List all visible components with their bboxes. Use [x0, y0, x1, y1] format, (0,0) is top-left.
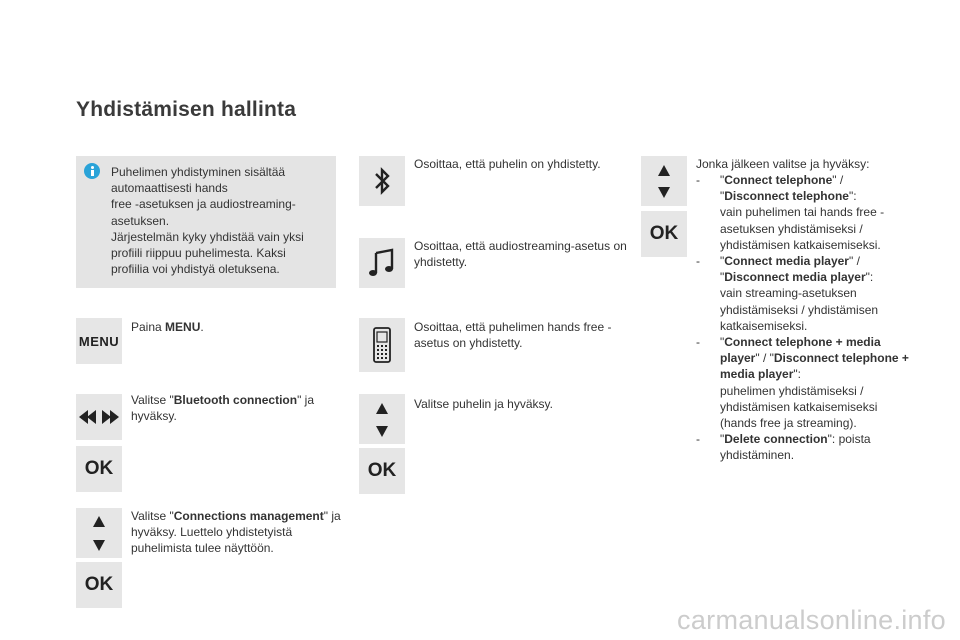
ok-button-3[interactable] [359, 448, 405, 494]
ok-label: OK [649, 223, 679, 244]
step-menu-text: Paina MENU. [131, 320, 204, 334]
phone-indicator [359, 318, 405, 372]
option-delete-connection: - "Delete connection": poista yhdistäminen. [696, 432, 871, 463]
seek-back-forward-icon [76, 394, 122, 440]
step-connections-text: Valitse "Connections management" ja hyväksy. Luettelo yhdistetyistä puhelimista tulee näyttöön. [131, 509, 341, 556]
audio-indicator [359, 238, 405, 288]
select-phone-text: Valitse puhelin ja hyväksy. [414, 397, 553, 411]
step-bluetooth-text: Valitse "Bluetooth connection" ja hyväksy. [131, 393, 314, 424]
up-down-arrows-icon [641, 156, 687, 206]
ok-label: OK [84, 458, 114, 479]
seek-buttons[interactable] [76, 394, 122, 440]
up-down-buttons-2[interactable] [359, 394, 405, 444]
bluetooth-indicator-text: Osoittaa, että puhelin on yhdistetty. [414, 157, 601, 171]
info-box [76, 156, 336, 288]
phone-indicator-text: Osoittaa, että puhelimen hands free -asetus on yhdistetty. [414, 320, 612, 351]
option-connect-telephone-media-player: - "Connect telephone + media player" / "Disconnect telephone + media player": puhelimen yhdistämiseksi / yhdistämisen katkaisemiseksi (hands free ja streaming). [696, 335, 909, 431]
info-text: Puhelimen yhdistyminen sisältää automaattisesti hands free -asetuksen ja audiostreaming- asetuksen. Järjestelmän kyky yhdistää vain yksi profiili riippuu puhelimesta. Kaksi profiilia voi yhdistyä oletuksena. [111, 165, 304, 277]
ok-label: OK [84, 574, 114, 595]
option-connect-telephone: - "Connect telephone" / "Disconnect telephone": vain puhelimen tai hands free -asetuksen yhdistämiseksi / yhdistämisen katkaisemiseksi. [696, 173, 885, 252]
mobile-phone-icon [359, 318, 405, 372]
ok-button-4[interactable] [641, 211, 687, 257]
ok-button-1[interactable] [76, 446, 122, 492]
options-list [696, 172, 911, 464]
menu-button-label: MENU [78, 333, 120, 349]
ok-button-2[interactable] [76, 562, 122, 608]
options-intro: Jonka jälkeen valitse ja hyväksy: [696, 157, 870, 171]
option-connect-media-player: - "Connect media player" / "Disconnect media player": vain streaming-asetuksen yhdistämiseksi / yhdistämisen katkaisemiseksi. [696, 254, 879, 333]
info-icon [84, 163, 100, 179]
up-down-buttons-1[interactable] [76, 508, 122, 558]
watermark: carmanualsonline.info [677, 605, 946, 635]
bluetooth-icon [359, 156, 405, 206]
up-down-arrows-icon [359, 394, 405, 444]
menu-button[interactable] [76, 318, 122, 364]
up-down-buttons-3[interactable] [641, 156, 687, 206]
bluetooth-indicator [359, 156, 405, 206]
ok-label: OK [367, 460, 397, 481]
page-title: Yhdistämisen hallinta [76, 98, 297, 121]
music-note-icon [359, 238, 405, 288]
audio-indicator-text: Osoittaa, että audiostreaming-asetus on yhdistetty. [414, 239, 627, 270]
up-down-arrows-icon [76, 508, 122, 558]
